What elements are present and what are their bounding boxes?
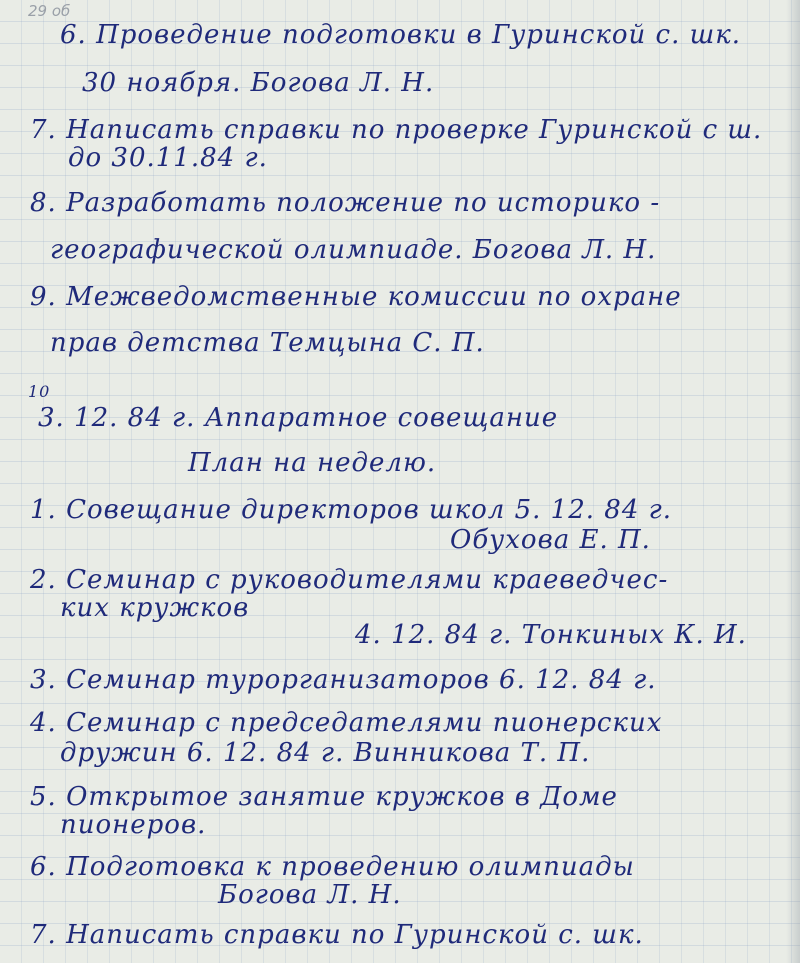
- text-line: 3. Семинар турорганизаторов 6. 12. 84 г.: [30, 665, 657, 695]
- text-line: 6. Проведение подготовки в Гуринской с. шк.: [60, 20, 742, 50]
- page-number-note: 29 об: [28, 2, 71, 20]
- text-line: 4. 12. 84 г. Тонкиных К. И.: [355, 620, 747, 650]
- text-line: 5. Открытое занятие кружков в Доме: [30, 782, 618, 812]
- text-line: 2. Семинар с руководителями краеведчес-: [30, 565, 669, 595]
- page-edge-shadow: [786, 0, 800, 963]
- text-line: 30 ноября. Богова Л. Н.: [82, 68, 435, 98]
- text-line: пионеров.: [60, 810, 207, 840]
- text-line: 7. Написать справки по проверке Гуринской с ш.: [30, 115, 763, 145]
- text-line: дружин 6. 12. 84 г. Винникова Т. П.: [60, 738, 591, 768]
- text-line: 4. Семинар с председателями пионерских: [30, 708, 663, 738]
- text-line: прав детства Темцына С. П.: [50, 328, 485, 358]
- text-line: 6. Подготовка к проведению олимпиады: [30, 852, 635, 882]
- item-number-note: 10: [28, 382, 51, 401]
- text-line: 1. Совещание директоров школ 5. 12. 84 г.: [30, 495, 673, 525]
- text-line: Обухова Е. П.: [450, 525, 651, 555]
- text-line: ких кружков: [60, 593, 250, 623]
- text-line: 3. 12. 84 г. Аппаратное совещание: [38, 403, 559, 433]
- text-line: до 30.11.84 г.: [68, 143, 268, 173]
- text-line: Богова Л. Н.: [218, 880, 402, 910]
- section-heading: План на неделю.: [188, 448, 437, 478]
- text-line: 7. Написать справки по Гуринской с. шк.: [30, 920, 644, 950]
- text-line: географической олимпиаде. Богова Л. Н.: [50, 235, 657, 265]
- text-line: 8. Разработать положение по историко -: [30, 188, 661, 218]
- text-line: 9. Межведомственные комиссии по охране: [30, 282, 682, 312]
